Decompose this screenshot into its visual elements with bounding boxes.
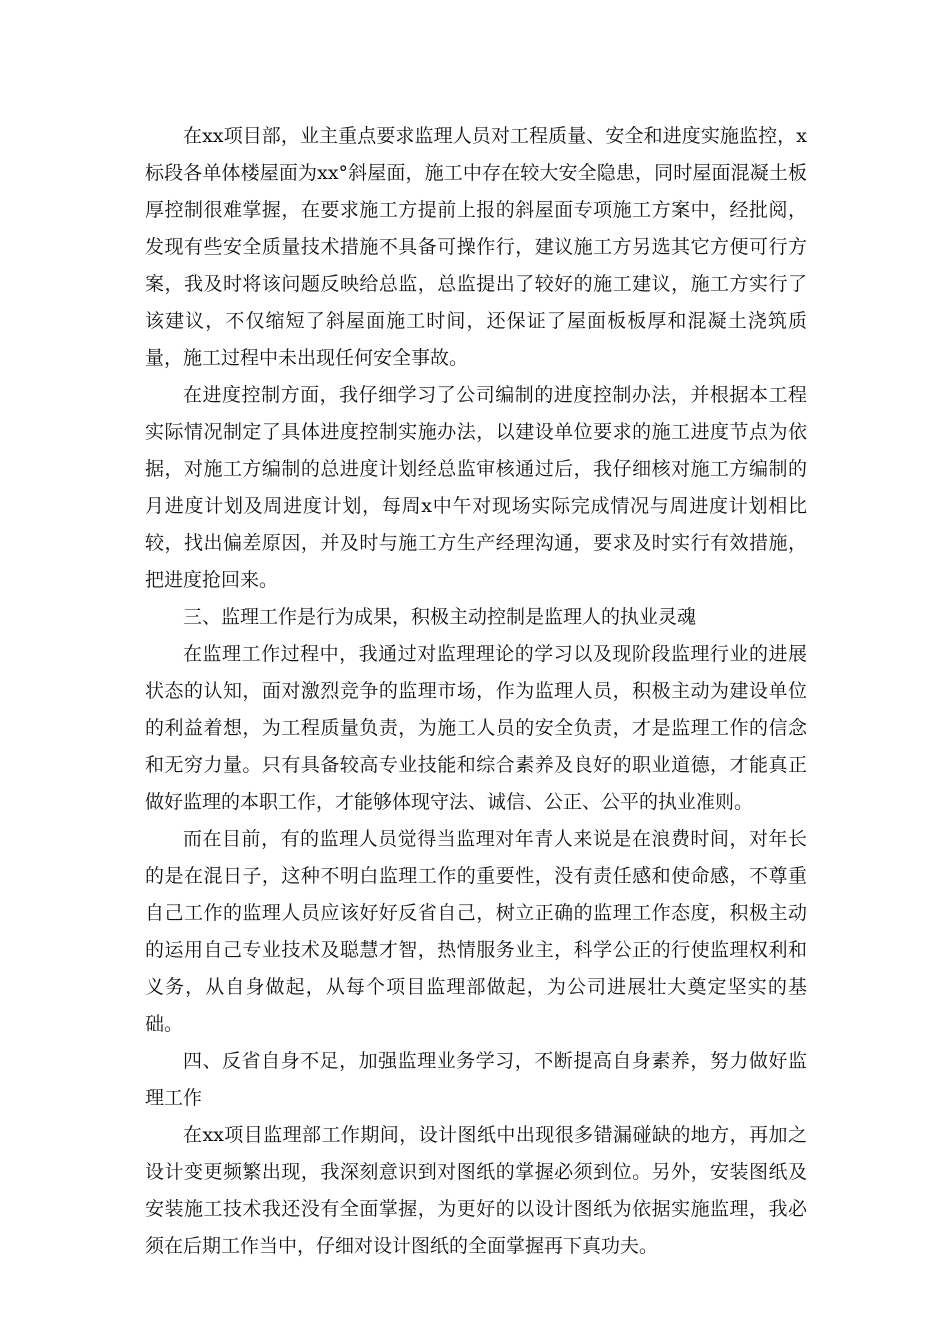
paragraph-proactive-supervision: 在监理工作过程中，我通过对监理理论的学习以及现阶段监理行业的进展状态的认知，面对激烈竞争的监理市场，作为监理人员，积极主动为建设单位的利益着想，为工程质量负责，为施工人员的安全负责，才是监理工作的信念和无穷力量。只有具备较高专业技能和综合素养及良好的职业道德，才能真正做好监理的本职工作，才能够体现守法、诚信、公正、公平的执业准则。 (145, 643, 807, 813)
section-heading-4: 四、反省自身不足，加强监理业务学习，不断提高自身素养，努力做好监理工作 (145, 1050, 807, 1109)
section-heading-3: 三、监理工作是行为成果，积极主动控制是监理人的执业灵魂 (183, 606, 697, 628)
document-page (145, 118, 807, 1265)
paragraph-drawings: 在xx项目监理部工作期间，设计图纸中出现很多错漏碰缺的地方，再加之设计变更频繁出现，我深刻意识到对图纸的掌握必须到位。另外，安装图纸及安装施工技术我还没有全面掌握，为更好的以设计图纸为依据实施监理，我必须在后期工作当中，仔细对设计图纸的全面掌握再下真功夫。 (145, 1124, 807, 1257)
paragraph-roof-safety: 在xx项目部，业主重点要求监理人员对工程质量、安全和进度实施监控，x标段各单体楼屋面为xx°斜屋面，施工中存在较大安全隐患，同时屋面混凝土板厚控制很难掌握，在要求施工方提前上报的斜屋面专项施工方案中，经批阅，发现有些安全质量技术措施不具备可操作行，建议施工方另选其它方便可行方案，我及时将该问题反映给总监，总监提出了较好的施工建议，施工方实行了该建议，不仅缩短了斜屋面施工时间，还保证了屋面板板厚和混凝土浇筑质量，施工过程中未出现任何安全事故。 (145, 125, 807, 369)
paragraph-progress-control: 在进度控制方面，我仔细学习了公司编制的进度控制办法，并根据本工程实际情况制定了具体进度控制实施办法，以建设单位要求的施工进度节点为依据，对施工方编制的总进度计划经总监审核通过后，我仔细核对施工方编制的月进度计划及周进度计划，每周x中午对现场实际完成情况与周进度计划相比较，找出偏差原因，并及时与施工方生产经理沟通，要求及时实行有效措施，把进度抢回来。 (145, 384, 807, 591)
paragraph-attitude: 而在目前，有的监理人员觉得当监理对年青人来说是在浪费时间，对年长的是在混日子，这种不明白监理工作的重要性，没有责任感和使命感，不尊重自己工作的监理人员应该好好反省自己，树立正确的监理工作态度，积极主动的运用自己专业技术及聪慧才智，热情服务业主，科学公正的行使监理权利和义务，从自身做起，从每个项目监理部做起，为公司进展壮大奠定坚实的基础。 (145, 828, 807, 1035)
